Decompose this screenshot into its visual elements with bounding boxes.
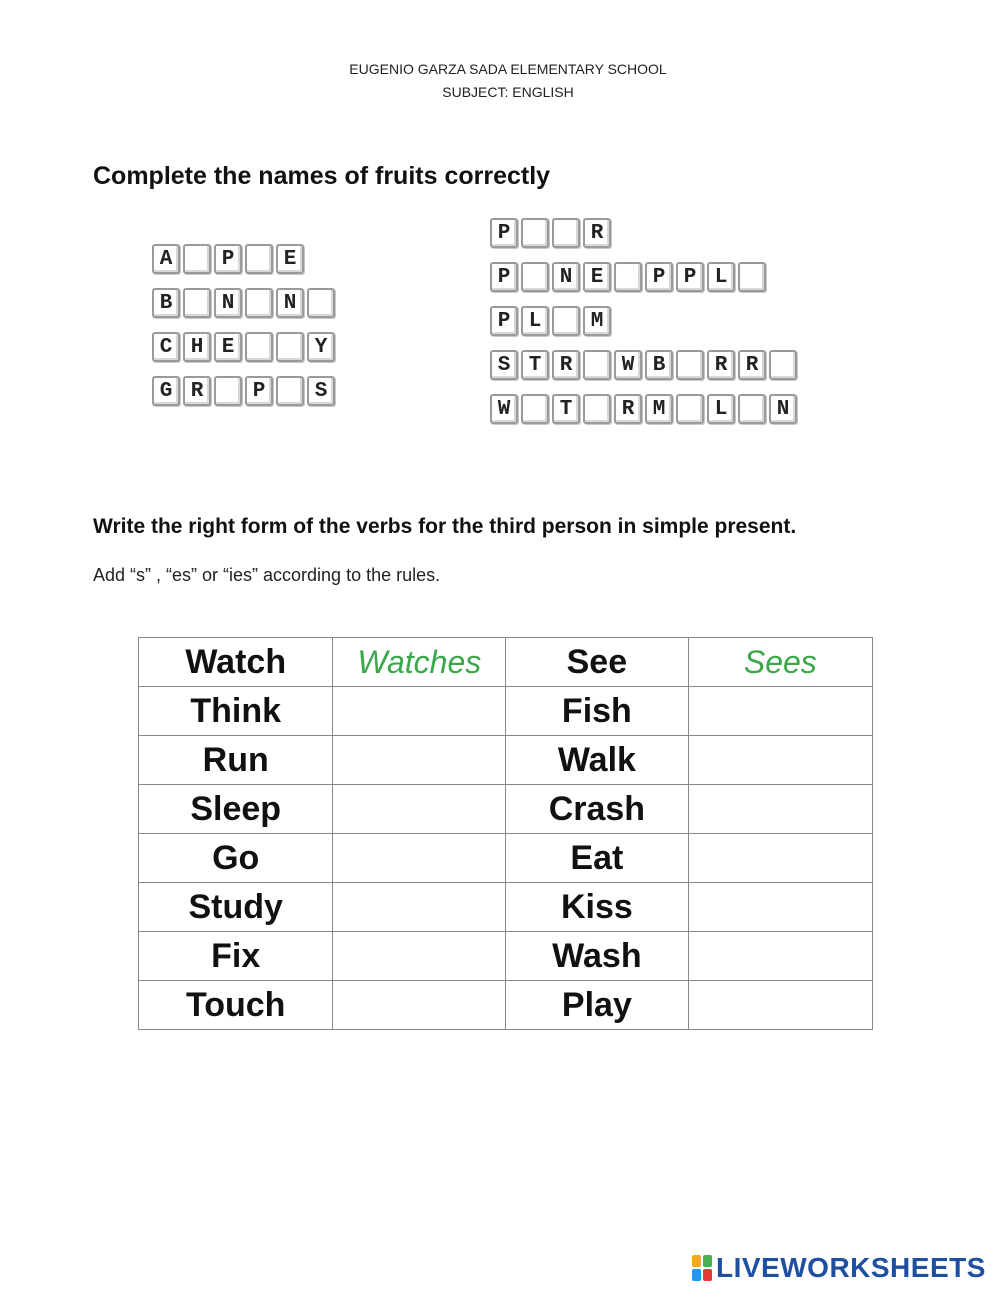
table-row bbox=[139, 687, 873, 736]
document-header bbox=[0, 58, 1000, 104]
letter-tile: Y bbox=[307, 332, 335, 362]
table-row bbox=[139, 834, 873, 883]
letter-tile: L bbox=[707, 394, 735, 424]
answer-cell[interactable]: Watches bbox=[333, 638, 506, 687]
table-row bbox=[139, 785, 873, 834]
fruit-word bbox=[152, 244, 338, 274]
fruit-words-left bbox=[152, 244, 338, 406]
blank-letter-tile[interactable] bbox=[552, 218, 580, 248]
fruit-word bbox=[152, 288, 338, 318]
blank-letter-tile[interactable] bbox=[521, 262, 549, 292]
table-row bbox=[139, 932, 873, 981]
fruit-word bbox=[490, 306, 800, 336]
letter-tile: M bbox=[645, 394, 673, 424]
verb-cell: Sleep bbox=[139, 785, 333, 834]
subject-line: SUBJECT: ENGLISH bbox=[442, 84, 574, 100]
fruit-word bbox=[152, 332, 338, 362]
blank-letter-tile[interactable] bbox=[183, 288, 211, 318]
letter-tile: R bbox=[738, 350, 766, 380]
fruit-word bbox=[490, 350, 800, 380]
answer-cell[interactable] bbox=[688, 736, 872, 785]
verb-cell: Think bbox=[139, 687, 333, 736]
fruit-word bbox=[490, 394, 800, 424]
blank-letter-tile[interactable] bbox=[245, 332, 273, 362]
blank-letter-tile[interactable] bbox=[583, 350, 611, 380]
letter-tile: P bbox=[676, 262, 704, 292]
blank-letter-tile[interactable] bbox=[245, 244, 273, 274]
table-row bbox=[139, 736, 873, 785]
blank-letter-tile[interactable] bbox=[614, 262, 642, 292]
verb-cell: Touch bbox=[139, 981, 333, 1030]
answer-cell[interactable] bbox=[333, 785, 506, 834]
answer-cell[interactable] bbox=[333, 932, 506, 981]
letter-tile: W bbox=[614, 350, 642, 380]
answer-cell[interactable] bbox=[333, 687, 506, 736]
blank-letter-tile[interactable] bbox=[769, 350, 797, 380]
letter-tile: E bbox=[276, 244, 304, 274]
letter-tile: T bbox=[552, 394, 580, 424]
verb-cell: Fish bbox=[506, 687, 688, 736]
verb-cell: See bbox=[506, 638, 688, 687]
letter-tile: T bbox=[521, 350, 549, 380]
verb-cell: Watch bbox=[139, 638, 333, 687]
letter-tile: E bbox=[583, 262, 611, 292]
blank-letter-tile[interactable] bbox=[214, 376, 242, 406]
blank-letter-tile[interactable] bbox=[583, 394, 611, 424]
table-row bbox=[139, 981, 873, 1030]
school-name: EUGENIO GARZA SADA ELEMENTARY SCHOOL bbox=[349, 61, 667, 77]
answer-cell[interactable] bbox=[333, 736, 506, 785]
letter-tile: C bbox=[152, 332, 180, 362]
liveworksheets-logo bbox=[692, 1252, 986, 1284]
blank-letter-tile[interactable] bbox=[183, 244, 211, 274]
verb-cell: Play bbox=[506, 981, 688, 1030]
letter-tile: R bbox=[552, 350, 580, 380]
answer-cell[interactable] bbox=[333, 883, 506, 932]
verbs-heading: Write the right form of the verbs for the third person in simple present. bbox=[93, 515, 797, 538]
letter-tile: R bbox=[707, 350, 735, 380]
blank-letter-tile[interactable] bbox=[245, 288, 273, 318]
letter-tile: N bbox=[214, 288, 242, 318]
blank-letter-tile[interactable] bbox=[552, 306, 580, 336]
verbs-instruction: Add “s” , “es” or “ies” according to the rules. bbox=[93, 565, 441, 585]
letter-tile: B bbox=[645, 350, 673, 380]
letter-tile: R bbox=[183, 376, 211, 406]
letter-tile: A bbox=[152, 244, 180, 274]
letter-tile: P bbox=[490, 262, 518, 292]
answer-cell[interactable]: Sees bbox=[688, 638, 872, 687]
verb-cell: Wash bbox=[506, 932, 688, 981]
blank-letter-tile[interactable] bbox=[521, 218, 549, 248]
verb-cell: Go bbox=[139, 834, 333, 883]
letter-tile: G bbox=[152, 376, 180, 406]
letter-tile: R bbox=[583, 218, 611, 248]
verb-cell: Eat bbox=[506, 834, 688, 883]
letter-tile: P bbox=[645, 262, 673, 292]
blank-letter-tile[interactable] bbox=[676, 350, 704, 380]
blank-letter-tile[interactable] bbox=[521, 394, 549, 424]
fruit-word bbox=[152, 376, 338, 406]
fruits-heading: Complete the names of fruits correctly bbox=[93, 162, 551, 190]
letter-tile: P bbox=[490, 218, 518, 248]
answer-cell[interactable] bbox=[688, 932, 872, 981]
verbs-table bbox=[138, 637, 873, 1030]
letter-tile: H bbox=[183, 332, 211, 362]
answer-cell[interactable] bbox=[688, 834, 872, 883]
letter-tile: S bbox=[490, 350, 518, 380]
answer-cell[interactable] bbox=[688, 687, 872, 736]
fruit-word bbox=[490, 262, 800, 292]
verb-cell: Study bbox=[139, 883, 333, 932]
blank-letter-tile[interactable] bbox=[276, 376, 304, 406]
letter-tile: W bbox=[490, 394, 518, 424]
letter-tile: R bbox=[614, 394, 642, 424]
letter-tile: B bbox=[152, 288, 180, 318]
verb-cell: Crash bbox=[506, 785, 688, 834]
blank-letter-tile[interactable] bbox=[738, 262, 766, 292]
verb-cell: Walk bbox=[506, 736, 688, 785]
blank-letter-tile[interactable] bbox=[676, 394, 704, 424]
letter-tile: N bbox=[276, 288, 304, 318]
letter-tile: E bbox=[214, 332, 242, 362]
logo-mark-icon bbox=[692, 1255, 712, 1281]
blank-letter-tile[interactable] bbox=[276, 332, 304, 362]
answer-cell[interactable] bbox=[688, 785, 872, 834]
logo-text: LIVEWORKSHEETS bbox=[716, 1252, 986, 1283]
answer-cell[interactable] bbox=[688, 883, 872, 932]
letter-tile: L bbox=[707, 262, 735, 292]
letter-tile: L bbox=[521, 306, 549, 336]
letter-tile: P bbox=[245, 376, 273, 406]
fruit-word bbox=[490, 218, 800, 248]
letter-tile: M bbox=[583, 306, 611, 336]
letter-tile: N bbox=[552, 262, 580, 292]
letter-tile: P bbox=[490, 306, 518, 336]
answer-cell[interactable] bbox=[333, 981, 506, 1030]
answer-cell[interactable] bbox=[333, 834, 506, 883]
blank-letter-tile[interactable] bbox=[738, 394, 766, 424]
verb-cell: Fix bbox=[139, 932, 333, 981]
answer-cell[interactable] bbox=[688, 981, 872, 1030]
fruit-words-right bbox=[490, 218, 800, 424]
letter-tile: N bbox=[769, 394, 797, 424]
blank-letter-tile[interactable] bbox=[307, 288, 335, 318]
letter-tile: P bbox=[214, 244, 242, 274]
verb-cell: Kiss bbox=[506, 883, 688, 932]
table-row bbox=[139, 883, 873, 932]
verb-cell: Run bbox=[139, 736, 333, 785]
table-row bbox=[139, 638, 873, 687]
letter-tile: S bbox=[307, 376, 335, 406]
